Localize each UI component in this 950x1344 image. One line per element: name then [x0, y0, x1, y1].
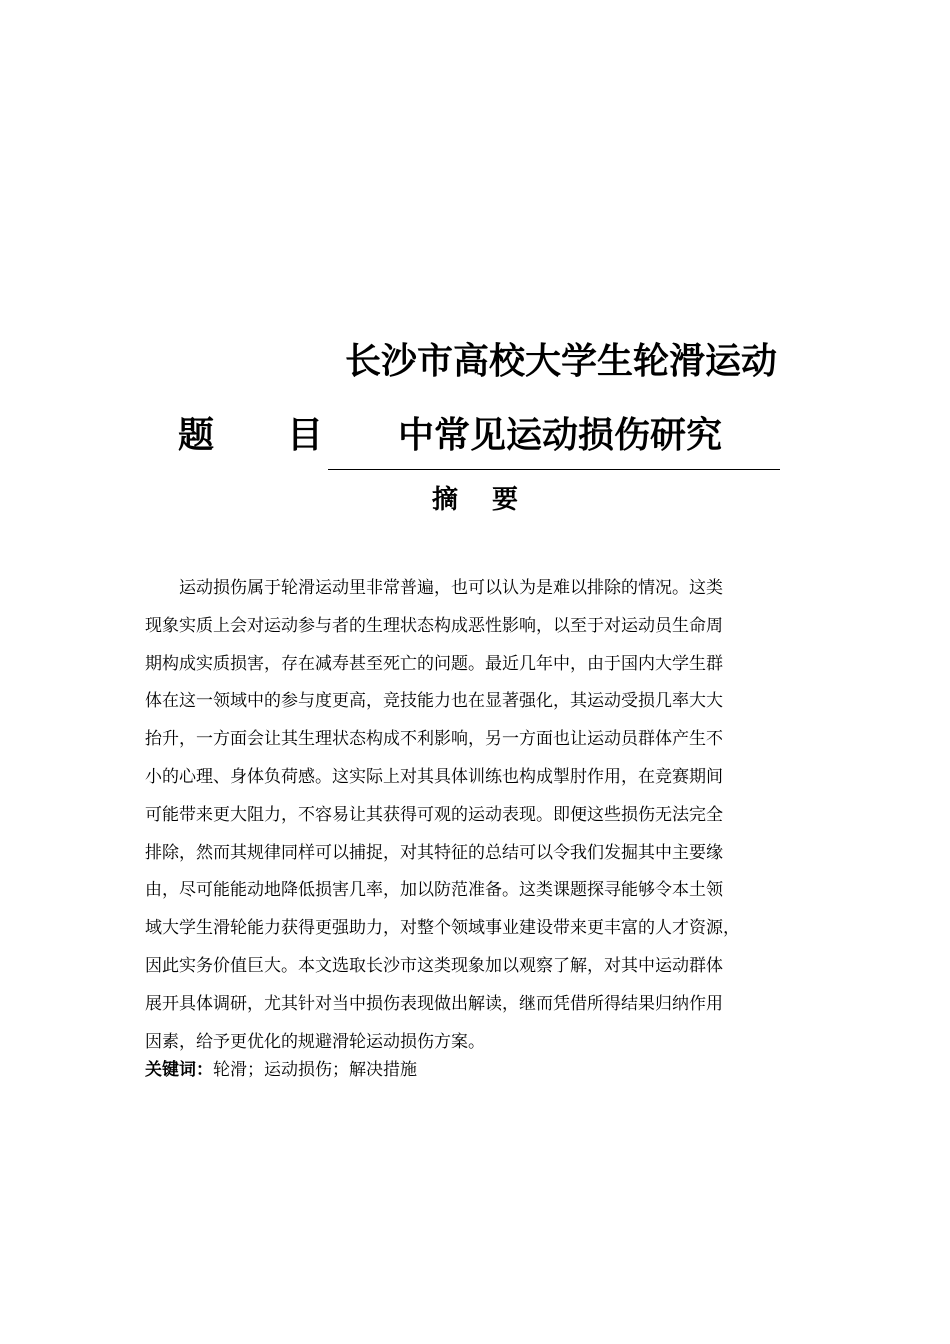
- abstract-line: 展开具体调研，尤其针对当中损伤表现做出解读，继而凭借所得结果归纳作用: [145, 993, 723, 1014]
- title-label-char-2: 目: [287, 415, 324, 456]
- abstract-line: 期构成实质损害，存在减寿甚至死亡的问题。最近几年中，由于国内大学生群: [145, 653, 723, 674]
- abstract-line: 因此实务价值巨大。本文选取长沙市这类现象加以观察了解，对其中运动群体: [145, 955, 723, 976]
- abstract-heading: 摘要: [432, 485, 553, 515]
- thesis-title-line-2: 中常见运动损伤研究: [398, 415, 723, 456]
- keywords-label: 关键词：: [145, 1060, 213, 1080]
- abstract-line: 现象实质上会对运动参与者的生理状态构成恶性影响，以至于对运动员生命周: [145, 615, 723, 636]
- abstract-line: 运动损伤属于轮滑运动里非常普遍，也可以认为是难以排除的情况。这类: [145, 578, 723, 598]
- abstract-line: 小的心理、身体负荷感。这实际上对其具体训练也构成掣肘作用，在竞赛期间: [145, 766, 723, 787]
- abstract-line: 由，尽可能能动地降低损害几率，加以防范准备。这类课题探寻能够令本土领: [145, 880, 723, 901]
- thesis-title-line-1: 长沙市高校大学生轮滑运动: [345, 341, 778, 382]
- abstract-line: 可能带来更大阻力，不容易让其获得可观的运动表现。即便这些损伤无法完全: [145, 804, 723, 825]
- title-underline: [328, 469, 780, 470]
- title-field-label: [178, 412, 324, 460]
- abstract-body: [145, 570, 829, 1061]
- keywords-line: [145, 1053, 417, 1087]
- keywords-value: 轮滑；运动损伤；解决措施: [213, 1060, 417, 1080]
- title-label-char-1: 题: [178, 415, 215, 456]
- abstract-line: 抬升，一方面会让其生理状态构成不利影响，另一方面也让运动员群体产生不: [145, 729, 723, 750]
- abstract-line: 排除，然而其规律同样可以捕捉，对其特征的总结可以令我们发掘其中主要缘: [145, 842, 723, 863]
- abstract-line: 域大学生滑轮能力获得更强助力，对整个领域事业建设带来更丰富的人才资源，: [145, 918, 740, 939]
- abstract-line: 因素，给予更优化的规避滑轮运动损伤方案。: [145, 1031, 485, 1052]
- abstract-line: 体在这一领域中的参与度更高，竞技能力也在显著强化，其运动受损几率大大: [145, 691, 723, 712]
